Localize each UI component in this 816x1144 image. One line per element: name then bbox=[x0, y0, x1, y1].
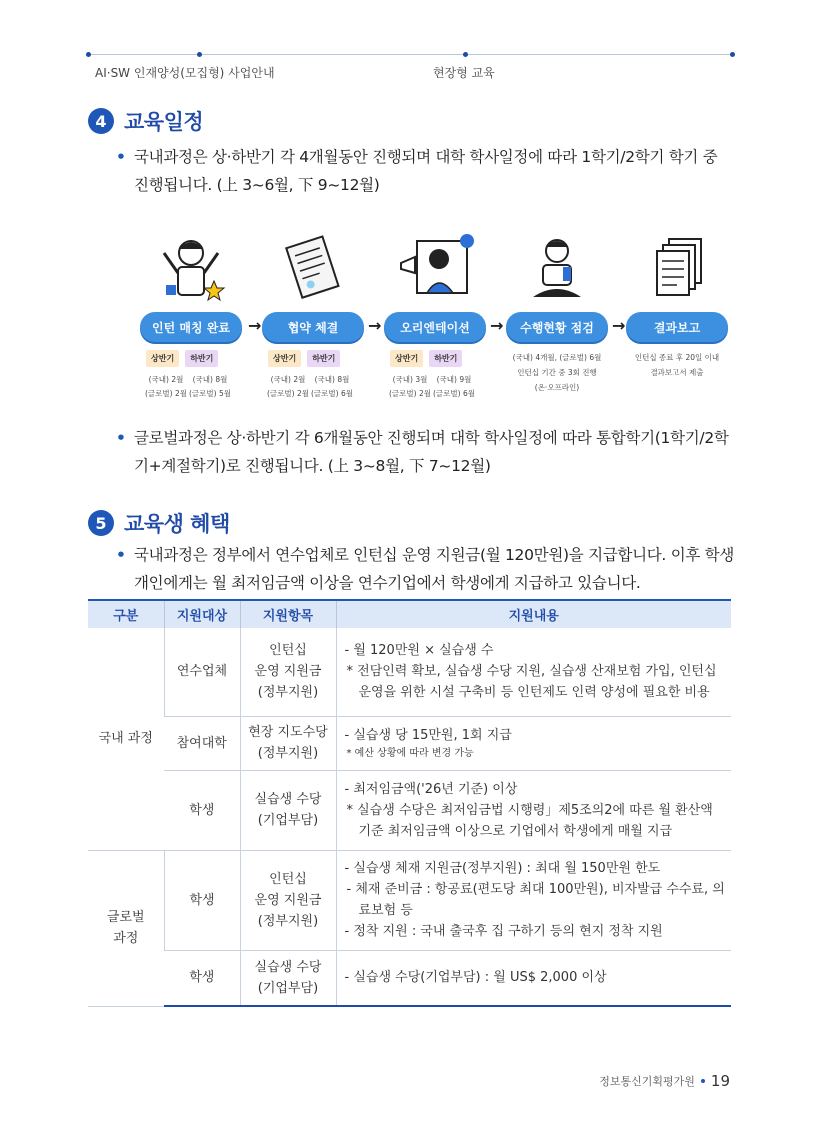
target-cell: 학생 bbox=[164, 770, 240, 850]
item-cell: 실습생 수당 (기업부담) bbox=[240, 770, 336, 850]
arrow-icon: → bbox=[612, 316, 626, 335]
table-row bbox=[88, 950, 731, 1006]
bullet-dot: • bbox=[116, 546, 126, 564]
document-icon bbox=[262, 232, 364, 306]
process-step-check bbox=[506, 232, 608, 392]
content-cell: - 실습생 수당(기업부담) : 월 US$ 2,000 이상 bbox=[336, 950, 731, 1006]
header-dot bbox=[730, 52, 735, 57]
bullet-dot: • bbox=[116, 148, 126, 166]
bullet-benefits: • 국내과정은 정부에서 연수업체로 인턴십 운영 지원금(월 120만원)을 지급합니다. 이후 학생 개인에게는 월 최저임금액 이상을 연수기업에서 학생에게 지급하고 있습니다. bbox=[116, 541, 736, 597]
second-half-tag: 하반기 bbox=[307, 350, 340, 367]
celebrating-person-icon bbox=[140, 232, 242, 306]
step-date: (글로벌) 2월 bbox=[389, 389, 431, 398]
step-date: (글로벌) 2월 bbox=[145, 389, 187, 398]
bullet-dot: • bbox=[116, 429, 126, 447]
section-heading-benefits bbox=[88, 508, 230, 538]
section-title: 교육일정 bbox=[124, 110, 204, 134]
bullet-global-schedule: • 글로벌과정은 상·하반기 각 6개월동안 진행되며 대학 학사일정에 따라 통합학기(1학기/2학기+계절학기)로 진행됩니다. (上 3~8월, 下 7~12월) bbox=[116, 424, 736, 480]
step-date: (글로벌) 5월 bbox=[189, 389, 231, 398]
section-title: 교육생 혜택 bbox=[124, 512, 230, 536]
table-row bbox=[88, 770, 731, 850]
benefits-table bbox=[88, 599, 731, 1007]
first-half-tag: 상반기 bbox=[268, 350, 301, 367]
item-cell: 현장 지도수당 (정부지원) bbox=[240, 716, 336, 770]
arrow-icon: → bbox=[368, 316, 382, 335]
target-cell: 연수업체 bbox=[164, 628, 240, 716]
megaphone-icon bbox=[384, 232, 486, 306]
step-date: (국내) 8월 bbox=[314, 375, 350, 384]
process-step-agreement bbox=[262, 232, 364, 398]
page-footer bbox=[599, 1072, 730, 1090]
step-date: (국내) 8월 bbox=[192, 375, 228, 384]
header-doc-title: AI·SW 인재양성(모집형) 사업안내 bbox=[95, 66, 275, 80]
header-dot bbox=[463, 52, 468, 57]
column-header: 구분 bbox=[88, 600, 164, 628]
column-header: 지원대상 bbox=[164, 600, 240, 628]
item-cell: 실습생 수당 (기업부담) bbox=[240, 950, 336, 1006]
target-cell: 학생 bbox=[164, 950, 240, 1006]
step-note: (국내) 4개월, (글로벌) 6월 bbox=[512, 353, 602, 362]
process-diagram bbox=[140, 232, 730, 412]
step-label: 오리엔테이션 bbox=[384, 312, 486, 342]
table-row bbox=[88, 716, 731, 770]
arrow-icon: → bbox=[248, 316, 262, 335]
item-cell: 인턴십 운영 지원금 (정부지원) bbox=[240, 850, 336, 950]
step-label: 협약 체결 bbox=[262, 312, 364, 342]
first-half-tag: 상반기 bbox=[390, 350, 423, 367]
step-date: (글로벌) 2월 bbox=[267, 389, 309, 398]
header-rule bbox=[88, 54, 732, 55]
step-label: 수행현황 점검 bbox=[506, 312, 608, 342]
footer-dot bbox=[701, 1079, 705, 1083]
header-dot bbox=[197, 52, 202, 57]
step-date: (글로벌) 6월 bbox=[311, 389, 353, 398]
second-half-tag: 하반기 bbox=[185, 350, 218, 367]
item-cell: 인턴십 운영 지원금 (정부지원) bbox=[240, 628, 336, 716]
step-note: 인턴십 종료 후 20일 이내 bbox=[634, 353, 720, 362]
page-number: 19 bbox=[710, 1072, 730, 1090]
step-date: (국내) 2월 bbox=[270, 375, 306, 384]
bullet-domestic-schedule: • 국내과정은 상·하반기 각 4개월동안 진행되며 대학 학사일정에 따라 1학기/2학기 학기 중 진행됩니다. (上 3~6월, 下 9~12월) bbox=[116, 143, 736, 199]
column-header: 지원항목 bbox=[240, 600, 336, 628]
first-half-tag: 상반기 bbox=[146, 350, 179, 367]
section-number: 4 bbox=[88, 108, 114, 134]
category-cell: 글로벌 과정 bbox=[88, 850, 164, 1006]
section-number: 5 bbox=[88, 510, 114, 536]
step-label: 인턴 매칭 완료 bbox=[140, 312, 242, 342]
table-row bbox=[88, 850, 731, 950]
step-note: 인턴십 기간 중 3회 진행 bbox=[517, 368, 597, 377]
target-cell: 참여대학 bbox=[164, 716, 240, 770]
step-date: (국내) 9월 bbox=[436, 375, 472, 384]
category-cell: 국내 과정 bbox=[88, 628, 164, 850]
step-note: 결과보고서 제출 bbox=[650, 368, 704, 377]
arrow-icon: → bbox=[490, 316, 504, 335]
report-stack-icon bbox=[626, 232, 728, 306]
content-cell: - 실습생 당 15만원, 1회 지급 * 예산 상황에 따라 변경 가능 bbox=[336, 716, 731, 770]
process-step-orientation bbox=[384, 232, 486, 398]
content-cell: - 실습생 체재 지원금(정부지원) : 최대 월 150만원 한도 - 체재 준비금 : 항공료(편도당 최대 100만원), 비자발급 수수료, 의료보험 등 - 정착 지원 : 국내 출국후 집 구하기 등의 현지 정착 지원 bbox=[336, 850, 731, 950]
process-step-report bbox=[626, 232, 728, 377]
header-dot bbox=[86, 52, 91, 57]
section-heading-schedule bbox=[88, 106, 203, 136]
step-date: (글로벌) 6월 bbox=[433, 389, 475, 398]
content-cell: - 최저임금액('26년 기준) 이상 * 실습생 수당은 최저임금법 시행령」제5조의2에 따른 월 환산액 기준 최저임금액 이상으로 기업에서 학생에게 매월 지급 bbox=[336, 770, 731, 850]
step-label: 결과보고 bbox=[626, 312, 728, 342]
step-date: (국내) 2월 bbox=[148, 375, 184, 384]
step-date: (국내) 3월 bbox=[392, 375, 428, 384]
column-header: 지원내용 bbox=[336, 600, 731, 628]
target-cell: 학생 bbox=[164, 850, 240, 950]
table-header-row bbox=[88, 600, 731, 628]
footer-org: 정보통신기획평가원 bbox=[599, 1075, 695, 1088]
process-step-matching bbox=[140, 232, 242, 398]
step-note: (온·오프라인) bbox=[534, 383, 580, 392]
second-half-tag: 하반기 bbox=[429, 350, 462, 367]
content-cell: - 월 120만원 × 실습생 수 * 전담인력 확보, 실습생 수당 지원, 실습생 산재보험 가입, 인턴십 운영을 위한 시설 구축비 등 인턴제도 인력 양성에 필요한 비용 bbox=[336, 628, 731, 716]
person-with-phone-icon bbox=[506, 232, 608, 306]
table-row bbox=[88, 628, 731, 716]
header-chapter: 현장형 교육 bbox=[433, 66, 495, 80]
